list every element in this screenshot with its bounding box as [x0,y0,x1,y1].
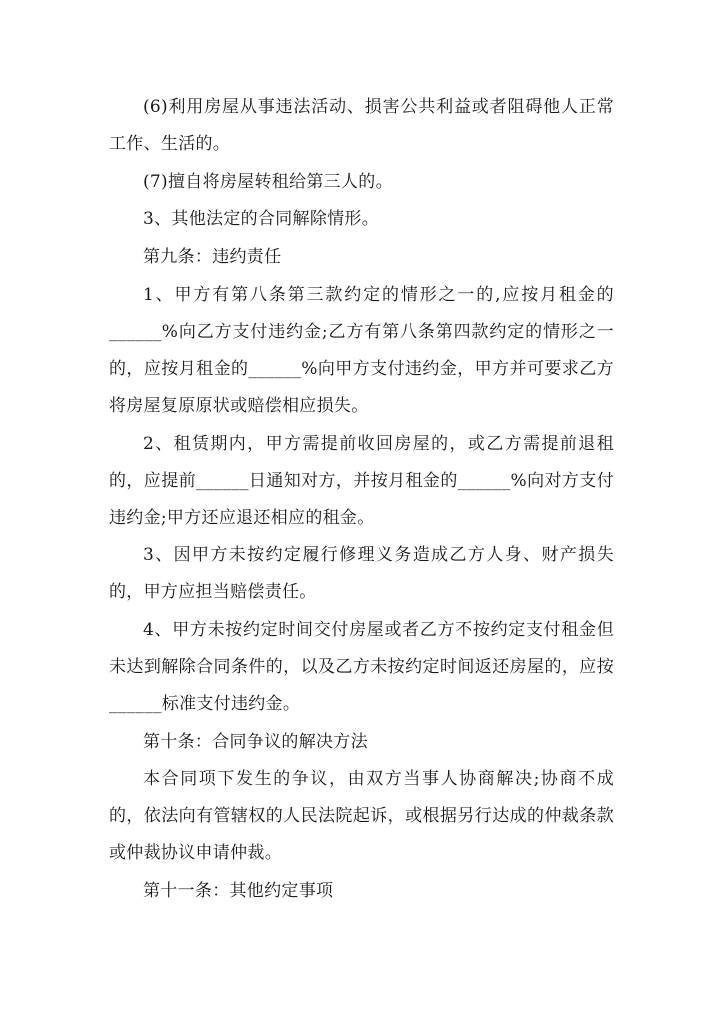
clause-8-item-6: (6)利用房屋从事违法活动、损害公共利益或者阻碍他人正常工作、生活的。 [109,97,614,154]
article-9-item-4: 4、甲方未按约定时间交付房屋或者乙方不按约定支付租金但未达到解除合同条件的，以及乙方未按约定时间返还房屋的，应按______标准支付违约金。 [109,620,614,714]
article-9-item-1: 1、甲方有第八条第三款约定的情形之一的,应按月租金的______%向乙方支付违约金;乙方有第八条第四款约定的情形之一的，应按月租金的______%向甲方支付违约金，甲方并可要求乙方将房屋复原原状或赔偿相应损失。 [109,285,614,416]
clause-8-item-3: 3、其他法定的合同解除情形。 [143,209,380,229]
article-10-heading: 第十条：合同争议的解决方法 [143,732,368,752]
article-9-heading: 第九条：违约责任 [143,247,282,267]
article-11-heading: 第十一条：其他约定事项 [143,881,334,901]
article-10-body: 本合同项下发生的争议，由双方当事人协商解决;协商不成的，依法向有管辖权的人民法院起诉，或根据另行达成的仲裁条款或仲裁协议申请仲裁。 [109,769,614,863]
clause-8-item-7: (7)擅自将房屋转租给第三人的。 [143,172,393,192]
article-9-item-3: 3、因甲方未按约定履行修理义务造成乙方人身、财产损失的，甲方应担当赔偿责任。 [109,545,614,602]
article-9-item-2: 2、租赁期内，甲方需提前收回房屋的，或乙方需提前退租的，应提前______日通知对方，并按月租金的______%向对方支付违约金;甲方还应退还相应的租金。 [109,434,614,528]
